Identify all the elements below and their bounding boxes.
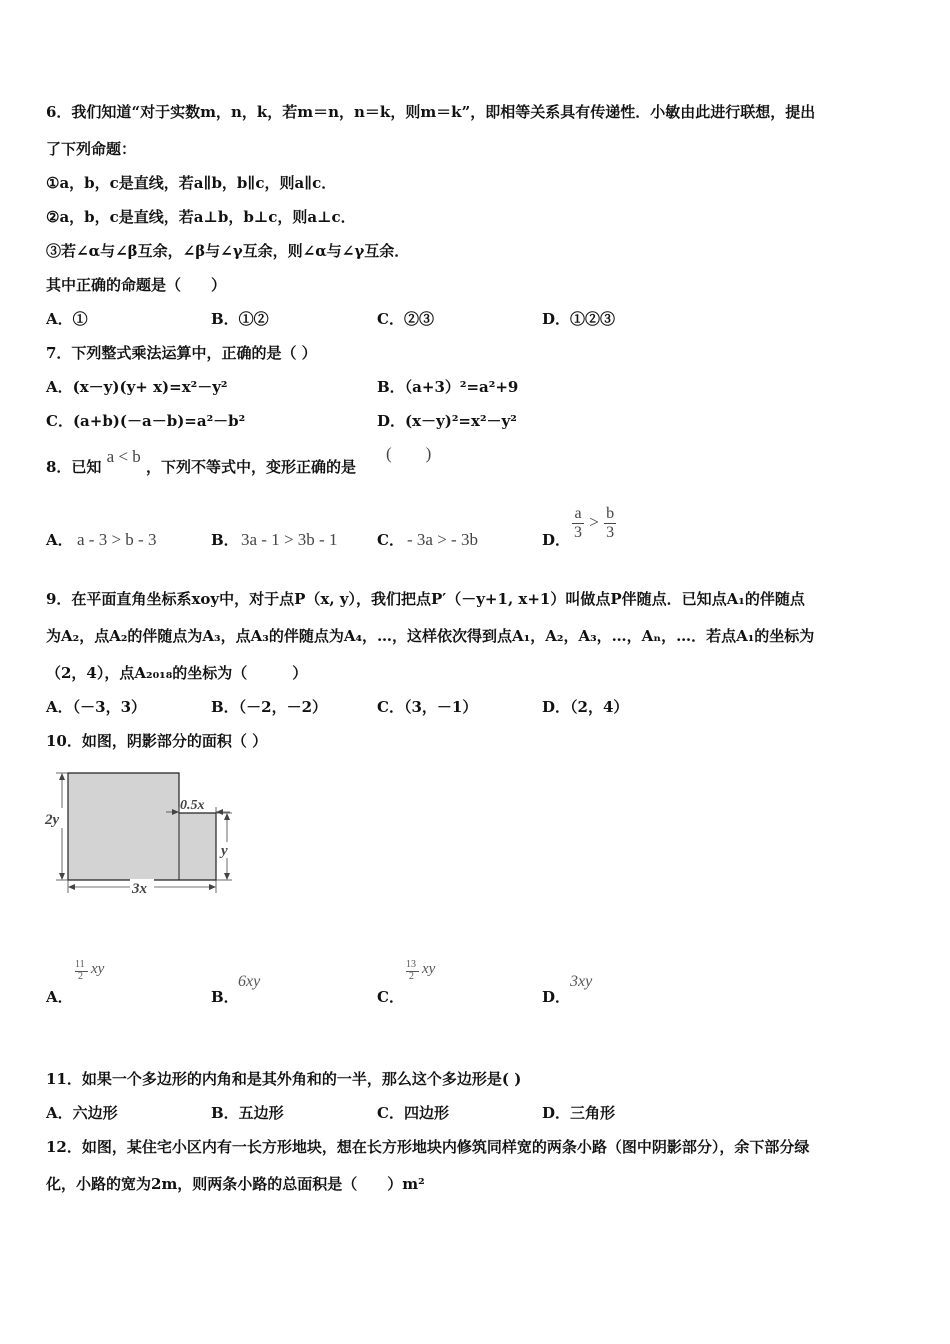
- q6-proposition-3: ③若∠α与∠β互余，∠β与∠γ互余，则∠α与∠γ互余．: [46, 242, 410, 260]
- q8-d-gt: >: [589, 512, 599, 532]
- dim-3x-label: 3x: [132, 881, 147, 896]
- q10-a-num: 11: [75, 959, 85, 970]
- q8-d-num-right: b: [606, 505, 615, 522]
- q10-label-d: D．: [542, 988, 571, 1006]
- q8-option-b: 3a - 1 > 3b - 1: [241, 530, 338, 549]
- q7-option-d: D．(x－y)²=x²－y²: [377, 412, 517, 430]
- q10-c-num: 13: [406, 959, 416, 970]
- q8-d-fraction-right: [604, 505, 616, 542]
- shaded-shape: [68, 773, 216, 880]
- q8-label-d: D．: [542, 531, 571, 549]
- q8-label-a: A．: [46, 531, 73, 549]
- q10-a-den: 2: [78, 971, 83, 982]
- q7-option-c: C．(a+b)(－a－b)=a²－b²: [46, 412, 246, 430]
- q8-option-c: - 3a > - 3b: [407, 530, 478, 549]
- q9-stem-line3: （2，4），点A₂₀₁₈的坐标为（ ）: [46, 664, 308, 682]
- dim-2y-arrow-top: [59, 773, 65, 780]
- q8-stem-suffix: ，下列不等式中，变形正确的是: [146, 458, 357, 476]
- q7-option-b: B．（a+3）²=a²+9: [377, 378, 519, 396]
- q6-stem-line2: 了下列命题：: [46, 140, 137, 158]
- dim-y-label: y: [221, 843, 228, 859]
- dim-3x-arrow-left: [68, 884, 75, 890]
- q6-proposition-1: ①a，b，c是直线，若a∥b，b∥c，则a∥c．: [46, 174, 337, 192]
- q8-option-a: a - 3 > b - 3: [77, 530, 157, 549]
- q10-a-var: xy: [91, 961, 105, 977]
- q7-stem: 7．下列整式乘法运算中，正确的是（ ）: [46, 344, 317, 362]
- q11-option-a: A．六边形: [46, 1104, 118, 1122]
- q8-stem-prefix: 8．已知: [46, 458, 102, 476]
- q10-c-den: 2: [409, 971, 414, 982]
- dim-2y-label: 2y: [45, 812, 60, 828]
- q11-stem: 11．如果一个多边形的内角和是其外角和的一半，那么这个多边形是( ): [46, 1070, 522, 1088]
- q9-option-b: B．（－2，－2）: [211, 698, 328, 716]
- q10-option-a: [75, 959, 115, 985]
- dim-05x-arrow-right: [216, 809, 223, 815]
- q8-condition: a < b: [106, 447, 141, 466]
- q6-option-a: A．①: [46, 310, 88, 328]
- q6-option-b: B．①②: [211, 310, 269, 328]
- q12-stem-line1: 12．如图，某住宅小区内有一长方形地块，想在长方形地块内修筑同样宽的两条小路（图中阴影部分），余下部分绿: [46, 1138, 810, 1156]
- q6-proposition-2: ②a，b，c是直线，若a⊥b，b⊥c，则a⊥c．: [46, 208, 356, 226]
- q10-option-d: 3xy: [570, 973, 593, 990]
- q12-stem-line2: 化，小路的宽为2m，则两条小路的总面积是（ ）m²: [46, 1175, 425, 1193]
- q9-option-a: A．（－3，3）: [46, 698, 147, 716]
- q9-option-c: C．（3，－1）: [377, 698, 478, 716]
- q8-d-num-left: a: [572, 505, 584, 524]
- q8-d-den-left: 3: [574, 524, 582, 541]
- q11-option-d: D．三角形: [542, 1104, 616, 1122]
- q8-option-d: [572, 505, 616, 542]
- q10-figure: [44, 766, 244, 896]
- q10-option-b: 6xy: [238, 973, 261, 990]
- q9-stem-line2: 为A₂，点A₂的伴随点为A₃，点A₃的伴随点为A₄，…，这样依次得到点A₁，A₂，A₃，…，Aₙ，…．若点A₁的坐标为: [46, 627, 815, 645]
- q10-option-c: [406, 959, 446, 985]
- q8-d-den-right: 3: [606, 524, 615, 541]
- q9-stem-line1: 9．在平面直角坐标系xoy中，对于点P（x, y），我们把点P′（－y+1, x+1）叫做点P伴随点．已知点A₁的伴随点: [46, 590, 805, 608]
- q11-option-c: C．四边形: [377, 1104, 449, 1122]
- q8-label-b: B．: [211, 531, 239, 549]
- q8-stem: [46, 447, 357, 477]
- q8-paren: ( ): [386, 444, 432, 463]
- q8-label-c: C．: [377, 531, 404, 549]
- dim-2y-arrow-bottom: [59, 873, 65, 880]
- q6-stem-line1: 6．我们知道“对于实数m，n，k，若m＝n，n＝k，则m＝k”，即相等关系具有传递性．小敏由此进行联想，提出: [46, 103, 816, 121]
- q10-label-c: C．: [377, 988, 404, 1006]
- q8-d-fraction-left: [572, 505, 584, 542]
- q11-option-b: B．五边形: [211, 1104, 284, 1122]
- q10-label-b: B．: [211, 988, 239, 1006]
- q9-option-d: D．（2，4）: [542, 698, 629, 716]
- q6-option-d: D．①②③: [542, 310, 616, 328]
- q10-c-var: xy: [422, 961, 436, 977]
- q7-option-a: A．(x－y)(y+ x)=x²－y²: [46, 378, 228, 396]
- q6-question: 其中正确的命题是（ ）: [46, 276, 227, 294]
- dim-05x-label: 0.5x: [180, 798, 205, 813]
- q10-stem: 10．如图，阴影部分的面积（ ）: [46, 732, 268, 750]
- q6-option-c: C．②③: [377, 310, 434, 328]
- dim-y-arrow-top: [224, 813, 230, 820]
- dim-y-arrow-bottom: [224, 873, 230, 880]
- dim-3x-arrow-right: [209, 884, 216, 890]
- q10-label-a: A．: [46, 988, 73, 1006]
